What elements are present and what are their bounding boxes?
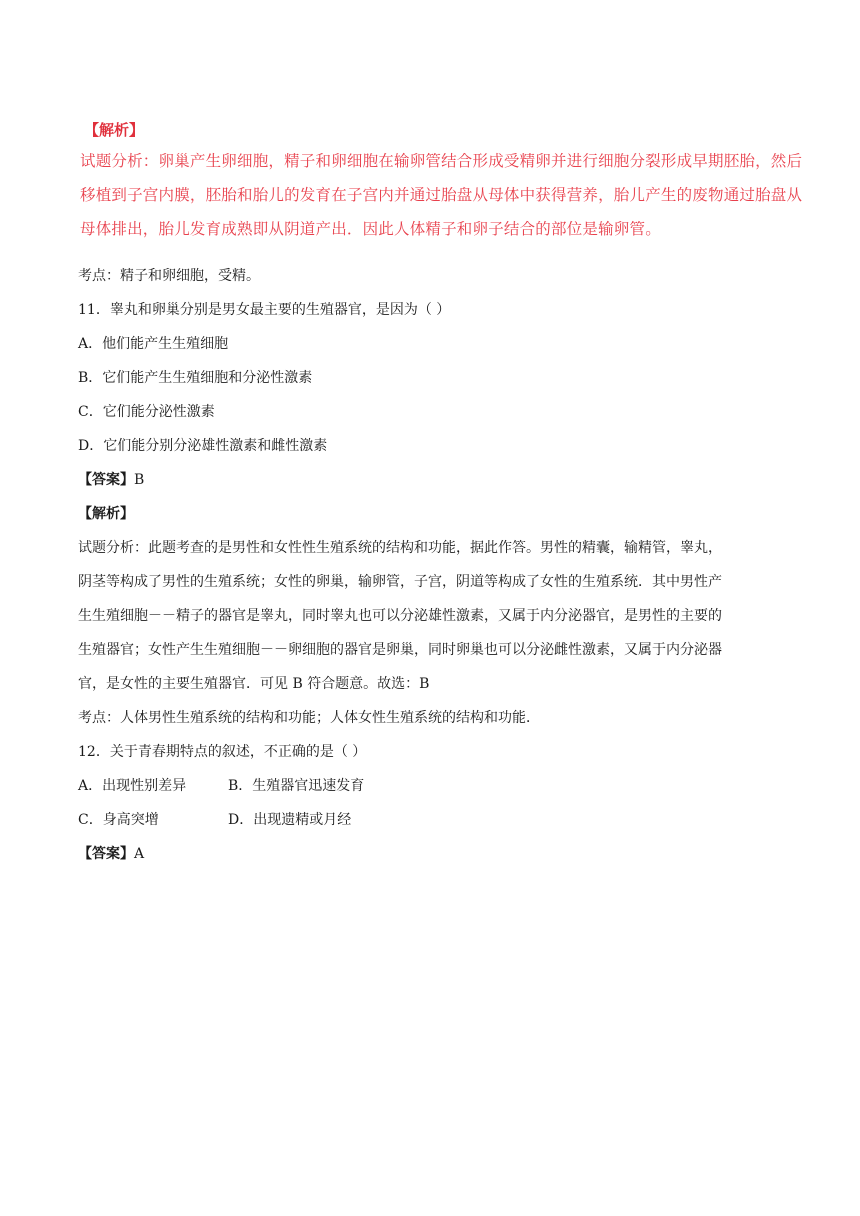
q10-analysis-line-2: 移植到子宫内膜，胚胎和胎儿的发育在子宫内并通过胎盘从母体中获得营养，胎儿产生的废物通过胎盘从: [80, 186, 803, 204]
q12-option-a: A．出现性别差异: [78, 778, 187, 794]
q11-answer-value: B: [134, 472, 145, 488]
q12-answer-value: A: [134, 846, 145, 862]
q10-analysis-line-1: 试题分析：卵巢产生卵细胞，精子和卵细胞在输卵管结合形成受精卵并进行细胞分裂形成早期胚胎，然后: [80, 152, 803, 170]
q12-options-row-1: [78, 776, 798, 796]
q12-option-c: C．身高突增: [78, 812, 159, 828]
q11-answer-label: 【答案】: [78, 472, 134, 488]
q11-analysis-line-2: 阴茎等构成了男性的生殖系统；女性的卵巢，输卵管，子宫，阴道等构成了女性的生殖系统．其中男性产: [78, 574, 722, 590]
q12-stem: 12．关于青春期特点的叙述，不正确的是（ ）: [78, 744, 367, 760]
q11-stem: 11．睾丸和卵巢分别是男女最主要的生殖器官，是因为（ ）: [78, 302, 451, 318]
q11-analysis-label: 【解析】: [78, 506, 134, 522]
q12-option-d: D．出现遗精或月经: [228, 812, 352, 828]
q12-options-row-2: [78, 810, 798, 830]
q12-answer-label: 【答案】: [78, 846, 134, 862]
q12-option-b: B．生殖器官迅速发育: [228, 778, 365, 794]
q10-analysis-block: [80, 116, 803, 246]
q11-option-b: B．它们能产生生殖细胞和分泌性激素: [78, 370, 313, 386]
q11-option-c: C．它们能分泌性激素: [78, 404, 215, 420]
q12-answer: [78, 844, 798, 864]
q10-analysis-line-3: 母体排出，胎儿发育成熟即从阴道产出．因此人体精子和卵子结合的部位是输卵管。: [80, 220, 661, 238]
q11-answer: [78, 470, 798, 490]
q11-kaodian: 考点：人体男性生殖系统的结构和功能；人体女性生殖系统的结构和功能．: [78, 710, 540, 726]
q11-analysis-line-5: 官，是女性的主要生殖器官．可见 B 符合题意。故选：B: [78, 676, 430, 692]
q11-analysis-line-4: 生殖器官；女性产生生殖细胞－－卵细胞的器官是卵巢，同时卵巢也可以分泌雌性激素，又属于内分泌器: [78, 642, 722, 658]
q11-analysis-line-1: 试题分析：此题考查的是男性和女性性生殖系统的结构和功能，据此作答。男性的精囊，输精管，睾丸，: [78, 540, 722, 556]
q11-analysis-line-3: 生生殖细胞－－精子的器官是睾丸，同时睾丸也可以分泌雄性激素，又属于内分泌器官，是男性的主要的: [78, 608, 722, 624]
q10-kaodian: 考点：精子和卵细胞，受精。: [78, 268, 260, 284]
q11-option-d: D．它们能分别分泌雄性激素和雌性激素: [78, 438, 328, 454]
q11-option-a: A．他们能产生生殖细胞: [78, 336, 229, 352]
q10-analysis-heading: 【解析】: [84, 121, 145, 139]
